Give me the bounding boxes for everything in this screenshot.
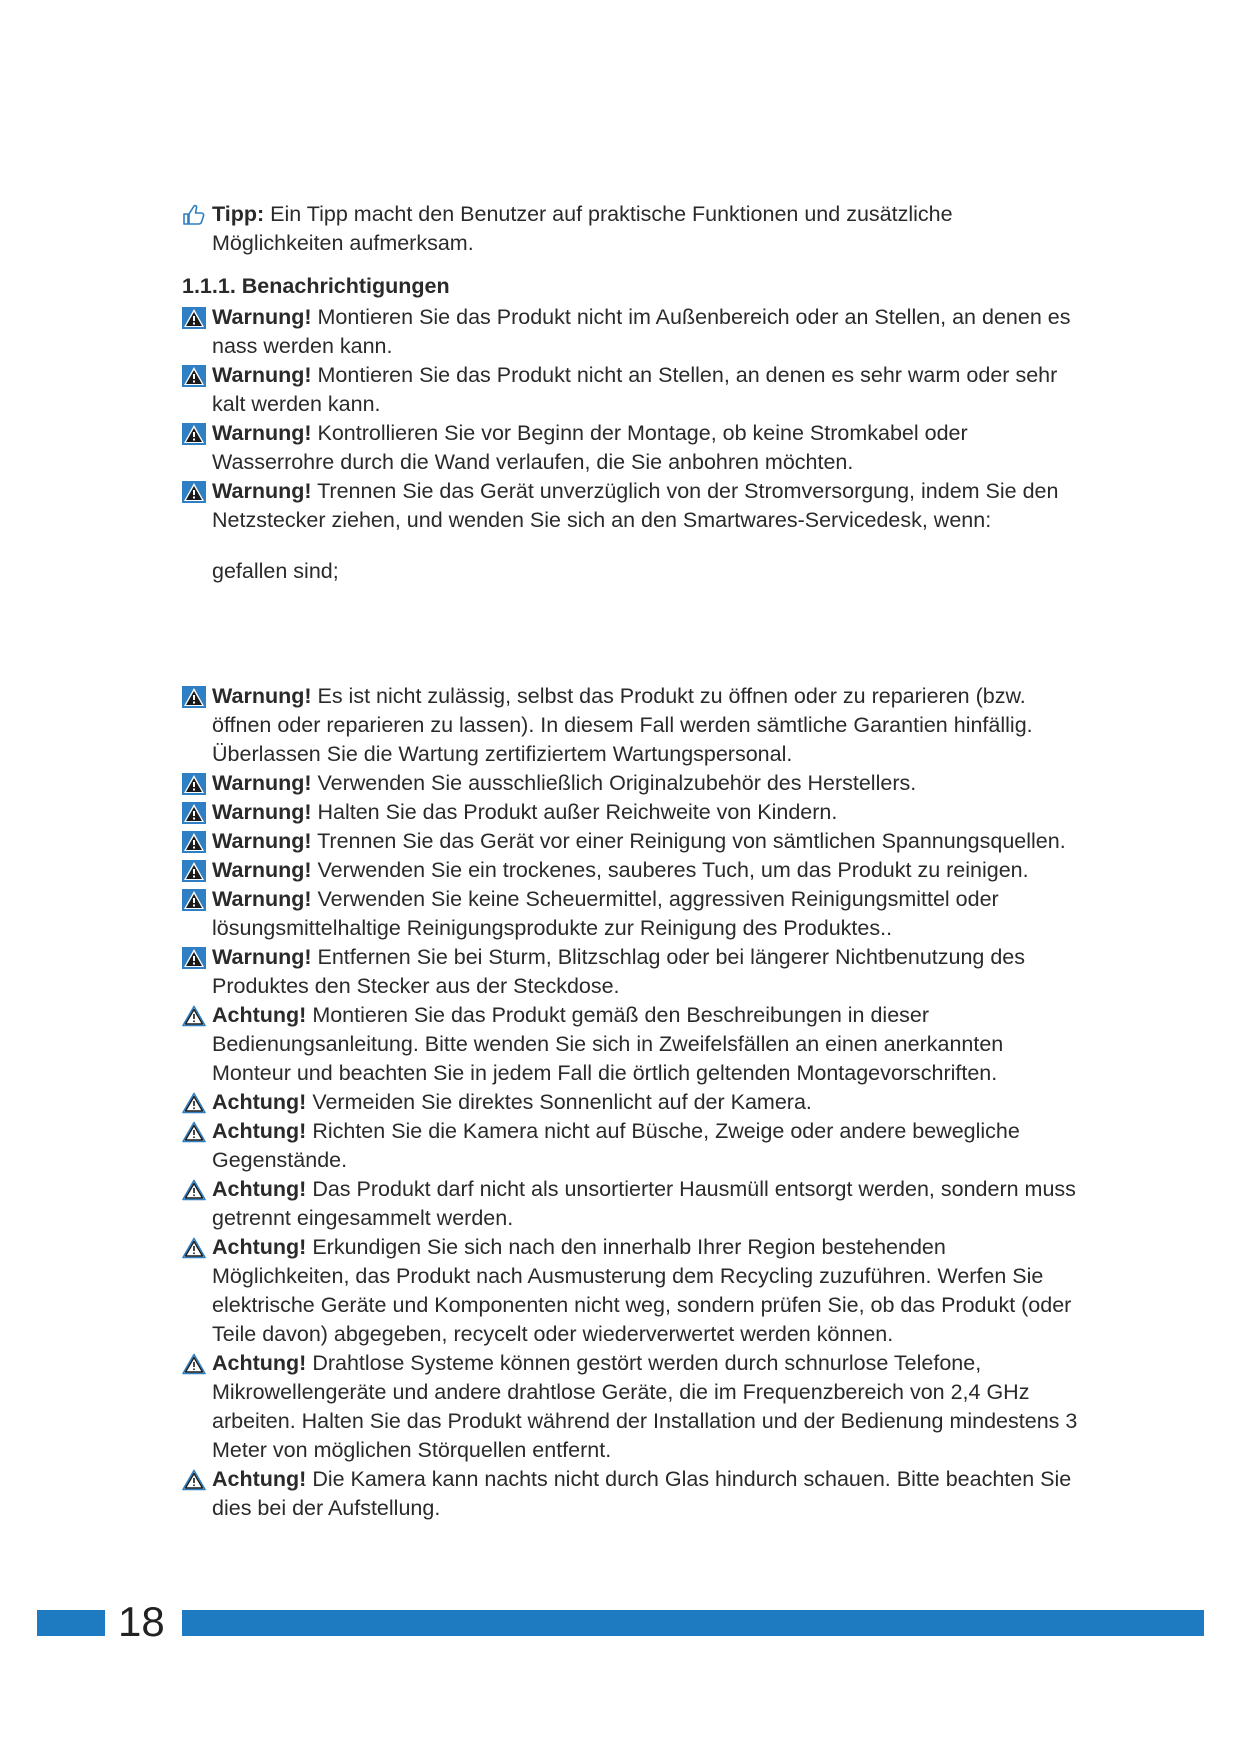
caution-icon (182, 1121, 206, 1143)
warning-item (182, 361, 1082, 419)
caution-text: Das Produkt darf nicht als unsortierter Hausmüll entsorgt werden, sondern muss getrennt eingesammelt werden. (212, 1177, 1076, 1230)
warning-label: Warnung! (212, 479, 312, 503)
content-column (182, 200, 1082, 1523)
warning-text: Verwenden Sie keine Scheuermittel, aggressiven Reinigungsmittel oder lösungsmittelhaltige Reinigungsprodukte zur Reinigung des Produktes.. (212, 887, 999, 940)
warning-item (182, 943, 1082, 1001)
fragment-text: gefallen sind; (212, 559, 339, 583)
caution-item (182, 1233, 1082, 1349)
tip-paragraph (182, 200, 1082, 258)
caution-icon (182, 1469, 206, 1491)
caution-label: Achtung! (212, 1467, 307, 1491)
caution-text: Die Kamera kann nachts nicht durch Glas hindurch schauen. Bitte beachten Sie dies bei der Aufstellung. (212, 1467, 1072, 1520)
warning-label: Warnung! (212, 363, 312, 387)
warning-icon (182, 889, 206, 911)
caution-icon (182, 1005, 206, 1027)
warning-label: Warnung! (212, 684, 312, 708)
footer-bar-right (182, 1610, 1204, 1636)
warning-item (182, 682, 1082, 769)
caution-item (182, 1117, 1082, 1175)
warning-label: Warnung! (212, 887, 312, 911)
warning-text: Kontrollieren Sie vor Beginn der Montage, ob keine Stromkabel oder Wasserrohre durch die Wand verlaufen, die Sie anbohren möchten. (212, 421, 968, 474)
caution-label: Achtung! (212, 1003, 307, 1027)
warning-text: Halten Sie das Produkt außer Reichweite von Kindern. (311, 800, 838, 824)
warning-icon (182, 365, 206, 387)
section-heading (182, 272, 1082, 301)
caution-label: Achtung! (212, 1235, 307, 1259)
warning-icon (182, 860, 206, 882)
warning-text: Montieren Sie das Produkt nicht im Außenbereich oder an Stellen, an denen es nass werden kann. (212, 305, 1071, 358)
caution-item (182, 1001, 1082, 1088)
thumbs-up-icon (182, 204, 206, 226)
caution-text: Montieren Sie das Produkt gemäß den Beschreibungen in dieser Bedienungsanleitung. Bitte wenden Sie sich in Zweifelsfällen an einen anerkannten Monteur und beachten Sie in jedem Fall die örtlich geltenden Montagevorschriften. (212, 1003, 1004, 1085)
warning-text: Trennen Sie das Gerät vor einer Reinigung von sämtlichen Spannungsquellen. (311, 829, 1066, 853)
warning-icon (182, 423, 206, 445)
section-number: 1.1.1. (182, 274, 236, 298)
warning-label: Warnung! (212, 305, 312, 329)
caution-item (182, 1088, 1082, 1117)
warning-label: Warnung! (212, 945, 312, 969)
caution-text: Erkundigen Sie sich nach den innerhalb Ihrer Region bestehenden Möglichkeiten, das Produkt nach Ausmusterung dem Recycling zuzuführen. Werfen Sie elektrische Geräte und Komponenten nicht weg, sondern prüfen Sie, ob das Produkt (oder Teile davon) abgegeben, recycelt oder wiederverwertet werden können. (212, 1235, 1072, 1346)
spacer (182, 586, 1082, 682)
warning-icon (182, 481, 206, 503)
warning-label: Warnung! (212, 829, 312, 853)
caution-text: Vermeiden Sie direktes Sonnenlicht auf der Kamera. (306, 1090, 812, 1114)
warning-text: Trennen Sie das Gerät unverzüglich von der Stromversorgung, indem Sie den Netzstecker ziehen, und wenden Sie sich an den Smartwares-Servicedesk, wenn: (212, 479, 1059, 532)
section-title: Benachrichtigungen (241, 274, 450, 298)
page-footer (0, 1596, 1241, 1656)
caution-item (182, 1175, 1082, 1233)
caution-item (182, 1349, 1082, 1465)
caution-label: Achtung! (212, 1351, 307, 1375)
caution-text: Drahtlose Systeme können gestört werden durch schnurlose Telefone, Mikrowellengeräte und andere drahtlose Geräte, die im Frequenzbereich von 2,4 GHz arbeiten. Halten Sie das Produkt während der Installation und der Bedienung mindestens 3 Meter von möglichen Störquellen entfernt. (212, 1351, 1078, 1462)
tip-text: Ein Tipp macht den Benutzer auf praktische Funktionen und zusätzliche Möglichkeiten aufmerksam. (212, 202, 953, 255)
warning-label: Warnung! (212, 771, 312, 795)
warning-item (182, 303, 1082, 361)
caution-icon (182, 1092, 206, 1114)
warning-text: Verwenden Sie ein trockenes, sauberes Tuch, um das Produkt zu reinigen. (311, 858, 1029, 882)
warning-item (182, 798, 1082, 827)
warning-icon (182, 686, 206, 708)
caution-label: Achtung! (212, 1177, 307, 1201)
warning-item (182, 856, 1082, 885)
caution-icon (182, 1179, 206, 1201)
page-number: 18 (118, 1598, 165, 1645)
warning-icon (182, 831, 206, 853)
warning-icon (182, 307, 206, 329)
warning-text: Entfernen Sie bei Sturm, Blitzschlag oder bei längerer Nichtbenutzung des Produktes den Stecker aus der Steckdose. (212, 945, 1026, 998)
warning-text: Es ist nicht zulässig, selbst das Produkt zu öffnen oder zu reparieren (bzw. öffnen oder reparieren zu lassen). In diesem Fall werden sämtliche Garantien hinfällig. Überlassen Sie die Wartung zertifiziertem Wartungspersonal. (212, 684, 1033, 766)
warning-label: Warnung! (212, 800, 312, 824)
warning-label: Warnung! (212, 858, 312, 882)
caution-label: Achtung! (212, 1119, 307, 1143)
warning-item (182, 769, 1082, 798)
warning-label: Warnung! (212, 421, 312, 445)
tip-label: Tipp: (212, 202, 265, 226)
warning-icon (182, 947, 206, 969)
caution-icon (182, 1237, 206, 1259)
warning-item (182, 885, 1082, 943)
warning-item (182, 477, 1082, 535)
warning-item (182, 827, 1082, 856)
warning-text: Montieren Sie das Produkt nicht an Stellen, an denen es sehr warm oder sehr kalt werden kann. (212, 363, 1058, 416)
spacer (182, 535, 1082, 557)
warning-text: Verwenden Sie ausschließlich Originalzubehör des Herstellers. (311, 771, 917, 795)
caution-text: Richten Sie die Kamera nicht auf Büsche, Zweige oder andere bewegliche Gegenstände. (212, 1119, 1020, 1172)
caution-icon (182, 1353, 206, 1375)
warning-item (182, 419, 1082, 477)
warning-icon (182, 802, 206, 824)
footer-bar-left (37, 1610, 105, 1636)
caution-item (182, 1465, 1082, 1523)
warning-icon (182, 773, 206, 795)
caution-label: Achtung! (212, 1090, 307, 1114)
